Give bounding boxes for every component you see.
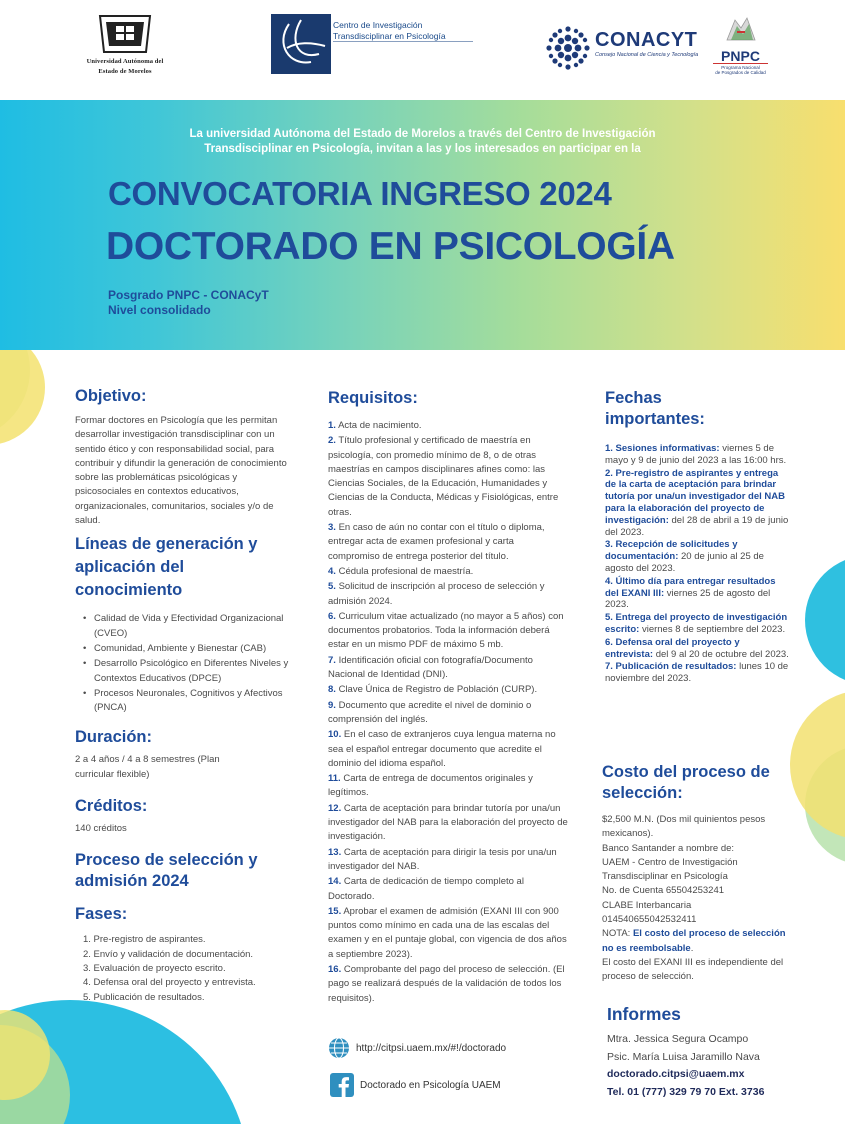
- intro-line2: Transdisciplinar en Psicología, invitan a las y los interesados en participar en la: [204, 143, 641, 155]
- cit-divider: [333, 41, 473, 42]
- list-item: 13. Carta de aceptación para dirigir la tesis por una/un investigador del NAB.: [328, 846, 557, 872]
- list-item: 16. Comprobante del pago del proceso de selección. (El pago se realizará después de la validación de todos los requisitos).: [328, 963, 565, 1004]
- list-item: 8. Clave Única de Registro de Población (CURP).: [328, 684, 538, 696]
- left-column: [75, 386, 290, 1005]
- list-item: 2. Pre-registro de aspirantes y entrega de la carta de aceptación para brindar tutoría por una/un investigador del NAB para la elaboración del proyecto de investigación: del 28 de abril a 19 de junio del 2023.: [605, 467, 789, 538]
- facebook-link[interactable]: Doctorado en Psicología UAEM: [360, 1079, 501, 1091]
- pnpc-eagle-icon: [723, 14, 759, 44]
- list-item: 12. Carta de aceptación para brindar tutoría por una/un investigador del NAB para la elaboración del proyecto de investigación.: [328, 802, 568, 843]
- duracion-heading: Duración:: [75, 728, 153, 747]
- posgrado-line1: Posgrado PNPC - CONACyT: [108, 288, 269, 302]
- web-link[interactable]: http://citpsi.uaem.mx/#!/doctorado: [356, 1042, 507, 1054]
- contact-name-2: Psic. María Luisa Jaramillo Nava: [607, 1050, 760, 1063]
- objetivo-text: Formar doctores en Psicología que les permitan desarrollar investigación transdisciplinar con un sentido ético y con responsabilidad social, para contribuir y difundir la generación de conocimiento sobre las problemáticas psicológicas y psicosociales en contextos educativos, organizacionales, comunitarios, sociales y/o de salud.: [75, 415, 287, 527]
- beneficiario-text: UAEM - Centro de Investigación Transdisciplinar en Psicología: [602, 856, 738, 883]
- list-item: 6. Defensa oral del proyecto y entrevista: del 9 al 20 de octubre del 2023.: [605, 636, 789, 660]
- logo-bar: [0, 0, 845, 100]
- informes-section: [607, 1004, 807, 1101]
- conacyt-subtitle: Consejo Nacional de Ciencia y Tecnología: [595, 52, 699, 58]
- list-item: • Calidad de Vida y Efectividad Organizacional (CVEO): [83, 612, 290, 641]
- uaem-crest-icon: [94, 12, 156, 56]
- costo-section: [602, 762, 787, 985]
- list-item: 5. Publicación de resultados.: [83, 991, 205, 1003]
- web-link-row[interactable]: [328, 1037, 506, 1059]
- conacyt-wordmark: CONACYT: [595, 29, 698, 51]
- cit-name-line2: Transdisciplinar en Psicología: [333, 31, 446, 41]
- creditos-heading: Créditos:: [75, 797, 148, 816]
- pnpc-logo: [713, 14, 768, 75]
- clabe-value: 014540655042532411: [602, 914, 697, 926]
- page-title: CONVOCATORIA INGRESO 2024: [108, 175, 612, 212]
- page-subtitle: DOCTORADO EN PSICOLOGÍA: [106, 225, 675, 268]
- requisitos-list: [328, 419, 568, 1006]
- list-item: • Procesos Neuronales, Cognitivos y Afectivos (PNCA): [83, 687, 290, 716]
- posgrado-info: [108, 288, 269, 318]
- list-item: 1. Acta de nacimiento.: [328, 420, 422, 431]
- list-item: 3. Evaluación de proyecto escrito.: [83, 962, 226, 974]
- list-item: 10. En el caso de extranjeros cuya lengua materna no sea el español entregar documento que acredite el dominio del idioma español.: [328, 729, 556, 769]
- intro-line1: La universidad Autónoma del Estado de Morelos a través del Centro de Investigación: [189, 128, 656, 140]
- list-item: 7. Publicación de resultados: lunes 10 de noviembre del 2023.: [605, 661, 789, 685]
- list-item: 3. En caso de aún no contar con el título o diploma, entregar acta de examen profesional y carta compromiso de entrega posterior del título.: [328, 522, 545, 562]
- fechas-heading: Fechas importantes:: [605, 389, 705, 428]
- list-item: 6. Curriculum vitae actualizado (no mayor a 5 años) con documentos probatorios. Toda la información deberá estar en un mismo PDF de máximo 5 mb.: [328, 610, 564, 651]
- exani-note: El costo del EXANI III es independiente del proceso de selección.: [602, 956, 784, 983]
- fechas-list: [605, 443, 790, 685]
- duracion-text: 2 a 4 años / 4 a 8 semestres (Plan curricular flexible): [75, 754, 220, 780]
- fases-list: [83, 933, 290, 1004]
- banco-text: Banco Santander a nombre de:: [602, 842, 735, 854]
- fases-heading: Fases:: [75, 905, 128, 924]
- clabe-label: CLABE Interbancaria: [602, 899, 692, 911]
- facebook-link-row[interactable]: [330, 1073, 501, 1097]
- list-item: 14. Carta de dedicación de tiempo completo al Doctorado.: [328, 876, 524, 902]
- cit-mark-icon: [271, 14, 331, 74]
- list-item: 4. Último día para entregar resultados del EXANI III: viernes 25 de agosto del 2023.: [605, 575, 776, 611]
- list-item: 9. Documento que acredite el nivel de dominio o comprensión del inglés.: [328, 699, 532, 725]
- conacyt-logo: [545, 25, 699, 76]
- list-item: 4. Cédula profesional de maestría.: [328, 565, 474, 577]
- informes-heading: Informes: [607, 1004, 681, 1024]
- middle-column: [328, 388, 568, 1007]
- facebook-icon: [330, 1073, 354, 1097]
- uaem-name-line2: Estado de Morelos: [98, 68, 152, 75]
- list-item: 5. Solicitud de inscripción al proceso de selección y admisión 2024.: [328, 581, 545, 607]
- contact-phone: Tel. 01 (777) 329 79 70 Ext. 3736: [607, 1085, 765, 1098]
- pnpc-wordmark: PNPC: [721, 48, 760, 64]
- list-item: 1. Sesiones informativas: viernes 5 de mayo y 9 de junio del 2023 a las 16:00 hrs.: [605, 443, 787, 466]
- pnpc-subtitle-2: de Posgrados de Calidad: [715, 70, 766, 75]
- list-item: 15. Aprobar el examen de admisión (EXANI III con 900 puntos como mínimo en cada una de las escalas del examen y en el puntaje global, con vigencia de dos años a septiembre 2023).: [328, 905, 567, 960]
- requisitos-heading: Requisitos:: [328, 389, 418, 407]
- uaem-logo: [70, 12, 180, 76]
- uaem-name-line1: Universidad Autónoma del: [86, 58, 164, 65]
- nota-text: NOTA: El costo del proceso de selección no es reembolsable.: [602, 928, 786, 954]
- header-banner: [0, 100, 845, 350]
- right-column: [605, 388, 790, 686]
- proceso-heading: Proceso de selección y admisión 2024: [75, 851, 258, 891]
- pnpc-subtitle-1: Programa Nacional: [713, 63, 768, 70]
- cuenta-text: No. de Cuenta 65504253241: [602, 885, 725, 897]
- list-item: 4. Defensa oral del proyecto y entrevista.: [83, 977, 256, 989]
- list-item: 7. Identificación oficial con fotografía/Documento Nacional de Identidad (DNI).: [328, 654, 533, 681]
- lineas-heading: Líneas de generación y aplicación del conocimiento: [75, 535, 258, 600]
- intro-text: [110, 127, 735, 157]
- list-item: 11. Carta de entrega de documentos originales y legítimos.: [328, 773, 533, 799]
- cit-name-line1: Centro de Investigación: [333, 20, 423, 30]
- costo-heading: Costo del proceso de selección:: [602, 763, 770, 802]
- list-item: 3. Recepción de solicitudes y documentación: 20 de junio al 25 de agosto del 2023.: [605, 539, 764, 574]
- list-item: 2. Envío y validación de documentación.: [83, 948, 254, 960]
- decorative-circle: [805, 555, 845, 685]
- contact-name-1: Mtra. Jessica Segura Ocampo: [607, 1033, 749, 1045]
- conacyt-dots-icon: [545, 25, 591, 71]
- creditos-text: 140 créditos: [75, 823, 127, 835]
- lineas-list: [83, 612, 290, 715]
- globe-icon: [328, 1037, 350, 1059]
- contact-email[interactable]: doctorado.citpsi@uaem.mx: [607, 1068, 745, 1080]
- list-item: • Comunidad, Ambiente y Bienestar (CAB): [83, 642, 290, 656]
- decorative-circle: [790, 690, 845, 840]
- list-item: 5. Entrega del proyecto de investigación escrito: viernes 8 de septiembre del 2023.: [605, 612, 788, 635]
- list-item: 1. Pre-registro de aspirantes.: [83, 934, 206, 946]
- posgrado-line2: Nivel consolidado: [108, 303, 211, 317]
- list-item: 2. Título profesional y certificado de maestría en psicología, con promedio mínimo de 8, o de otras maestrías en campos disciplinares afines como: las Ciencias Sociales, de la Educación, Humanidades y Ciencias de la Conducta, Médicas y Fisiológicas, entre otras.: [328, 435, 559, 518]
- objetivo-heading: Objetivo:: [75, 387, 147, 405]
- list-item: • Desarrollo Psicológico en Diferentes Niveles y Contextos Educativos (DPCE): [83, 657, 290, 686]
- costo-amount: $2,500 M.N. (Dos mil quinientos pesos mexicanos).: [602, 814, 766, 840]
